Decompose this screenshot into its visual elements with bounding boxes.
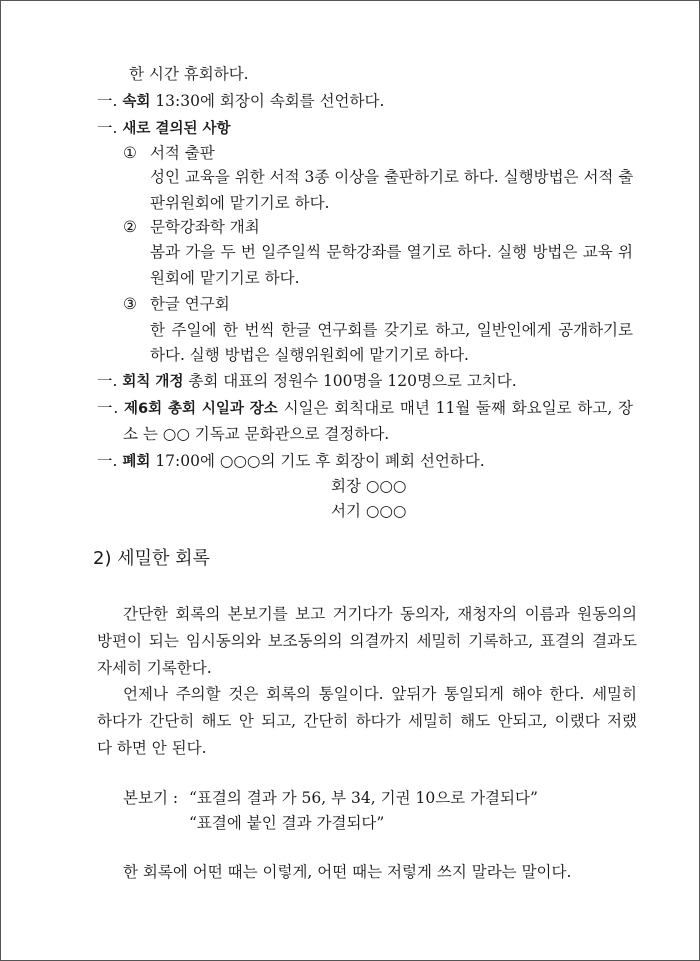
example-line-1: “표결의 결과 가 56, 부 34, 기권 10으로 가결되다” <box>189 789 538 807</box>
recess-line: 한 시간 휴회하다. <box>129 65 249 83</box>
example-line-2: “표결에 붙인 결과 가결되다” <box>189 814 385 832</box>
para1-line-2: 방편이 되는 임시동의와 보조동의의 의결까지 세밀히 기록하고, 표결의 결과도 <box>97 632 637 650</box>
revision-text: 총회 대표의 정원수 100명을 120명으로 고치다. <box>183 372 517 390</box>
closing-line <box>97 451 485 472</box>
secretary-signature: 서기 ○○○ <box>331 502 407 520</box>
sixth-session-line-2: 소 는 ○○ 기독교 문화관으로 결정하다. <box>123 425 390 443</box>
sixth-session-label: 제6회 총회 시일과 장소 <box>124 401 278 417</box>
revision-label: 회칙 개정 <box>122 374 184 390</box>
new-resolutions-line <box>97 118 231 139</box>
sixth-session-text: 시일은 회칙대로 매년 11월 둘째 화요일로 하고, 장 <box>277 399 633 417</box>
item-1-marker: ① <box>123 144 137 162</box>
bullet: 一. <box>97 92 118 110</box>
item-1-title-line <box>123 143 215 163</box>
item-2-marker: ② <box>123 218 137 236</box>
bullet: 一. <box>97 372 118 390</box>
item-1-title: 서적 출판 <box>149 144 215 162</box>
item-2-line-1: 봄과 가을 두 번 일주일씩 문학강좌를 열기로 하다. 실행 방법은 교육 위 <box>150 243 633 261</box>
para1-line-1: 간단한 회록의 본보기를 보고 거기다가 동의자, 재청자의 이름과 원동의의 <box>123 605 637 623</box>
closing-label: 폐회 <box>122 454 151 470</box>
chair-signature: 회장 ○○○ <box>331 477 407 495</box>
item-3-marker: ③ <box>123 295 137 313</box>
section-heading: 2) 세밀한 회록 <box>93 548 210 569</box>
sixth-session-line <box>97 398 633 419</box>
example-label: 본보기 : <box>123 789 179 807</box>
item-1-line-2: 판위원회에 맡기기로 하다. <box>150 194 330 212</box>
item-3-line-2: 하다. 실행 방법은 실행위원회에 맡기기로 하다. <box>150 346 469 364</box>
item-2-title-line <box>123 217 260 237</box>
item-3-title: 한글 연구회 <box>149 295 230 313</box>
para2-line-2: 하다가 간단히 해도 안 되고, 간단히 하다가 세밀히 해도 안되고, 이랬다 저랬 <box>97 712 637 730</box>
resume-text: 13:30에 회장이 속회를 선언하다. <box>150 92 385 110</box>
item-2-line-2: 원회에 맡기기로 하다. <box>150 269 300 287</box>
resume-label: 속회 <box>122 94 151 110</box>
item-3-line-1: 한 주일에 한 번씩 한글 연구회를 갖기로 하고, 일반인에게 공개하기로 <box>150 321 633 339</box>
item-3-title-line <box>123 294 230 314</box>
bullet: 一. <box>97 399 119 417</box>
closing-text: 17:00에 ○○○의 기도 후 회장이 폐회 선언하다. <box>150 452 485 470</box>
new-resolutions-label: 새로 결의된 사항 <box>122 121 231 137</box>
item-1-line-1: 성인 교육을 위한 서적 3종 이상을 출판하기로 하다. 실행방법은 서적 출 <box>150 168 634 186</box>
resume-line <box>97 91 384 112</box>
revision-line <box>97 371 517 392</box>
closing-sentence: 한 회록에 어떤 때는 이렇게, 어떤 때는 저렇게 쓰지 말라는 말이다. <box>123 863 572 881</box>
item-2-title: 문학강좌학 개최 <box>149 218 260 236</box>
bullet: 一. <box>97 119 118 137</box>
bullet: 一. <box>97 452 118 470</box>
para2-line-1: 언제나 주의할 것은 회록의 통일이다. 앞뒤가 통일되게 해야 한다. 세밀히 <box>123 685 637 703</box>
para2-line-3: 다 하면 안 된다. <box>97 739 207 757</box>
para1-line-3: 자세히 기록한다. <box>97 659 212 677</box>
